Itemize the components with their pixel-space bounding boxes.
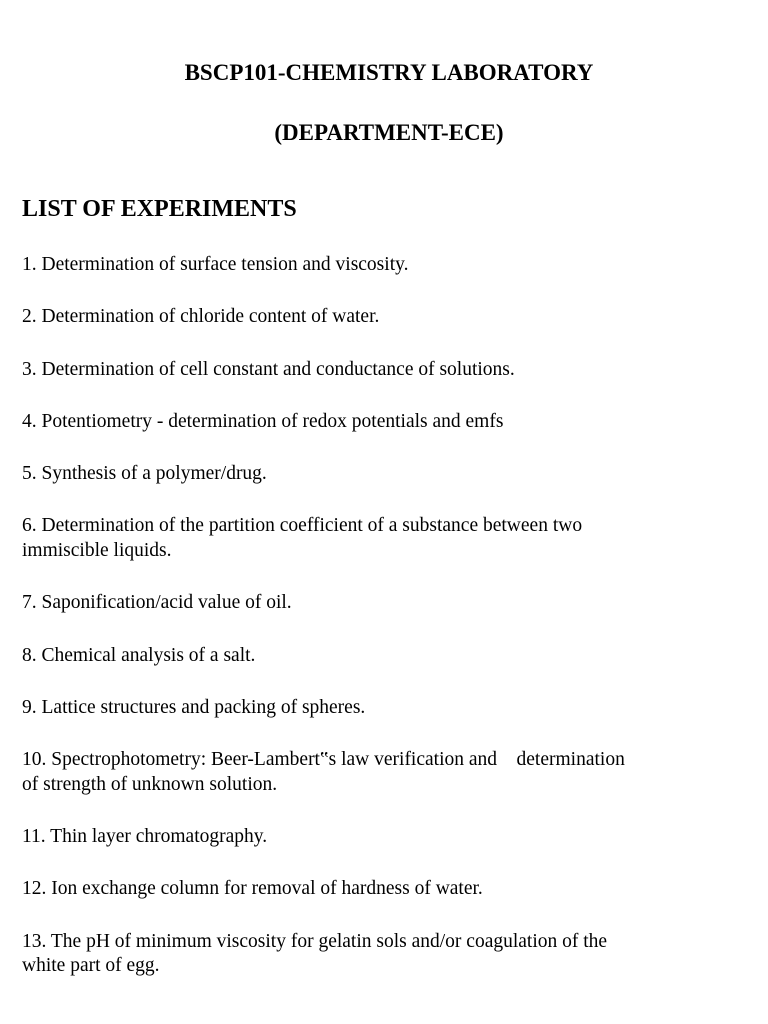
document-title: BSCP101-CHEMISTRY LABORATORY (184, 60, 594, 85)
list-item (22, 410, 742, 435)
experiment-text: 9. Lattice structures and packing of spheres. (22, 696, 366, 718)
department-subtitle: (DEPARTMENT-ECE) (274, 120, 504, 145)
experiment-text: 2. Determination of chloride content of water. (22, 306, 380, 328)
experiment-text: 8. Chemical analysis of a salt. (22, 644, 256, 666)
list-item (22, 253, 742, 278)
list-item (22, 748, 742, 797)
experiment-text: 12. Ion exchange column for removal of hardness of water. (22, 878, 483, 900)
list-item (22, 825, 742, 850)
list-item (22, 462, 742, 487)
experiment-text: 3. Determination of cell constant and conductance of solutions. (22, 358, 515, 380)
experiment-text: 7. Saponification/acid value of oil. (22, 592, 292, 614)
experiment-text: 11. Thin layer chromatography. (22, 825, 268, 847)
list-item (22, 930, 742, 979)
section-heading: LIST OF EXPERIMENTS (22, 196, 297, 222)
list-item (22, 591, 742, 616)
experiment-list (22, 253, 742, 1006)
list-item (22, 644, 742, 669)
experiment-text: 4. Potentiometry - determination of redox potentials and emfs (22, 410, 504, 432)
experiment-text: 5. Synthesis of a polymer/drug. (22, 463, 267, 485)
list-item (22, 877, 742, 902)
experiment-text: 10. Spectrophotometry: Beer-Lambert‟s law verification and determination of strength of unknown solution. (22, 749, 625, 795)
experiment-text: 1. Determination of surface tension and viscosity. (22, 254, 409, 275)
list-item (22, 358, 742, 383)
experiment-text: 6. Determination of the partition coefficient of a substance between two immiscible liquids. (22, 515, 583, 561)
list-item (22, 305, 742, 330)
list-item (22, 514, 742, 563)
list-item (22, 696, 742, 721)
experiment-text: 13. The pH of minimum viscosity for gelatin sols and/or coagulation of the white part of egg. (22, 930, 608, 977)
